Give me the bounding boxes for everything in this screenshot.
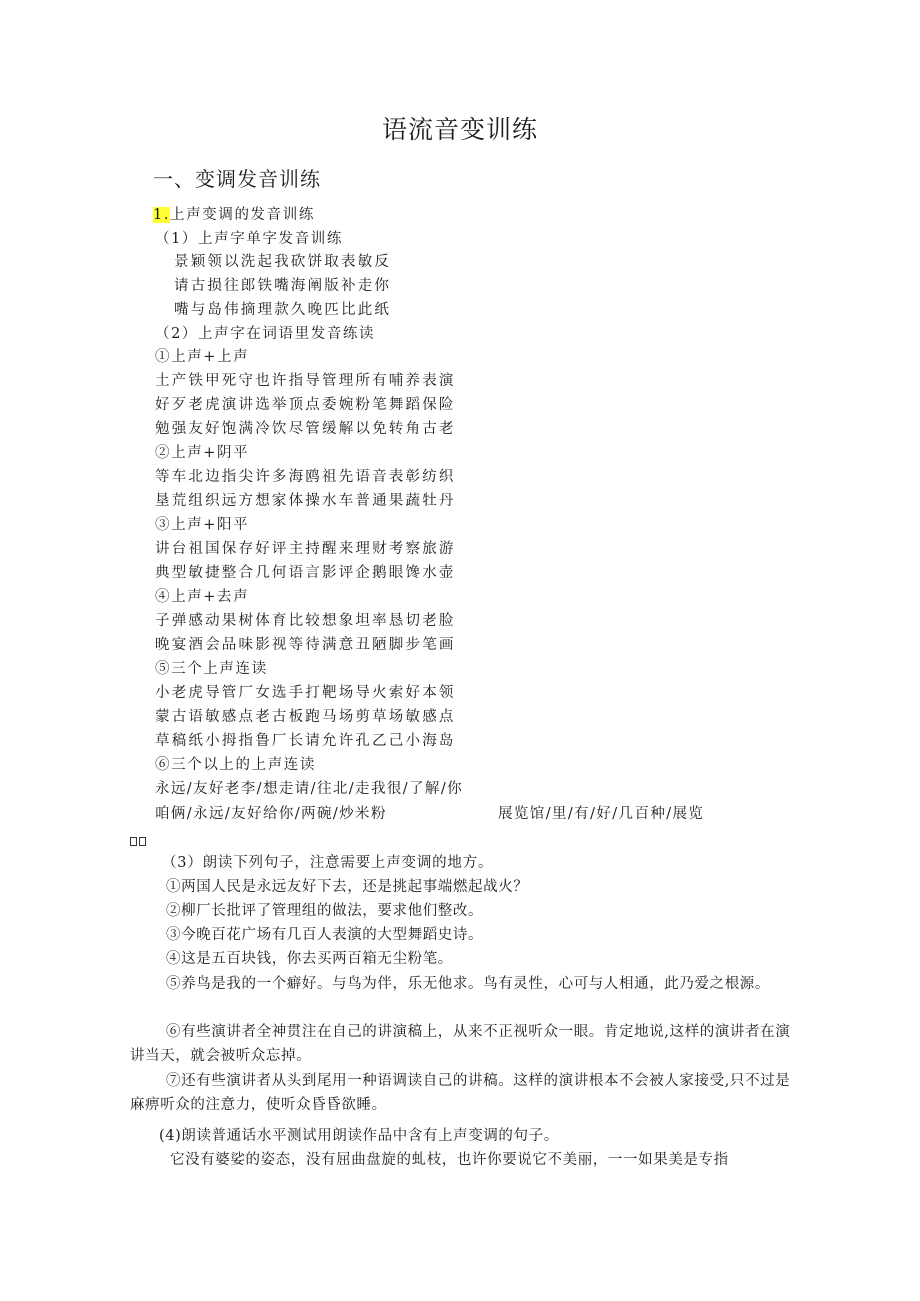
word-line: 讲台祖国保存好评主持醒来理财考察旅游 <box>155 541 456 557</box>
subsection-number: 1. <box>153 207 171 223</box>
sentence: ③今晚百花广场有几百人表演的大型舞蹈史诗。 <box>166 927 484 943</box>
sentence-paragraph: ⑤养鸟是我的一个癖好。与鸟为伴，乐无他求。鸟有灵性，心可与人相通，此乃爱之根源。 <box>166 976 770 992</box>
group-label: ⑤三个上声连读 <box>155 661 268 677</box>
sentence: ②柳厂长批评了管理组的做法，要求他们整改。 <box>166 903 484 919</box>
sentence: ④这是五百块钱，你去买两百箱无尘粉笔。 <box>166 951 453 967</box>
group-label: ⑥三个以上的上声连读 <box>155 757 316 773</box>
missing-glyph-icon <box>130 837 137 846</box>
word-line-trailing: 展览馆/里/有/好/几百种/展览 <box>498 806 705 822</box>
sentence-paragraph: ⑥有些演讲者全神贯注在自己的讲演稿上，从来不正视听众一眼。肯定地说,这样的演讲者在演讲当天，就会被听众忘掉。 <box>130 1024 791 1064</box>
word-line: 子弹感动果树体育比较想象坦率恳切老脸 <box>155 613 456 629</box>
reading-text: 它没有婆娑的姿态，没有屈曲盘旋的虬枝，也许你要说它不美丽，一一如果美是专指 <box>170 1152 729 1168</box>
word-line: 垦荒组织远方想家体操水车普通果蔬牡丹 <box>155 493 456 509</box>
part3-label: （3）朗读下列句子，注意需要上声变调的地方。 <box>162 855 494 871</box>
word-line: 等车北边指尖许多海鸥祖先语音表彰纺织 <box>155 469 456 485</box>
group-label: ②上声+阴平 <box>155 445 250 461</box>
part4-label: (4)朗读普通话水平测试用朗读作品中含有上声变调的句子。 <box>159 1128 559 1144</box>
group-label: ④上声+去声 <box>155 589 250 605</box>
part1-line: 请古损往郎铁嘴海阐版补走你 <box>174 278 392 294</box>
word-line: 小老虎导管厂女选手打靶场导火索好本领 <box>155 685 456 701</box>
part1-label: （1）上声字单字发音训练 <box>155 231 343 247</box>
word-line: 永远/友好老李/想走请/往北/走我很/了解/你 <box>155 781 464 797</box>
word-line: 典型敏捷整合几何语言影评企鹅眼馋水壶 <box>155 565 456 581</box>
word-line: 勉强友好饱满冷饮尽管缓解以免转角古老 <box>155 421 456 437</box>
word-line: 土产铁甲死守也许指导管理所有哺养表演 <box>155 373 456 389</box>
word-line: 蒙古语敏感点老古板跑马场剪草场敏感点 <box>155 709 456 725</box>
page-title: 语流音变训练 <box>381 115 538 144</box>
word-line: 好歹老虎演讲选举顶点委婉粉笔舞蹈保险 <box>155 397 456 413</box>
word-line: 晚宴酒会品味影视等待满意丑陋脚步笔画 <box>155 637 456 653</box>
sentence: ①两国人民是永远友好下去，还是挑起事端燃起战火？ <box>166 879 529 895</box>
placeholder-glyphs <box>130 837 146 846</box>
group-label: ③上声+阳平 <box>155 517 250 533</box>
word-line: 草稿纸小拇指鲁厂长请允许孔乙己小海岛 <box>155 733 456 749</box>
part1-line: 嘴与岛伟摘理款久晚匹比此纸 <box>174 302 392 318</box>
word-line: 咱俩/永远/友好给你/两碗/炒米粉 <box>155 806 387 822</box>
part2-label: （2）上声字在词语里发音练读 <box>155 326 376 342</box>
sentence-paragraph: ⑦还有些演讲者从头到尾用一种语调读自己的讲稿。这样的演讲根本不会被人家接受,只不过是麻痹听众的注意力，使听众昏昏欲睡。 <box>130 1073 791 1113</box>
subsection-title <box>153 205 315 225</box>
part1-line: 景颖领以洗起我砍饼取表敏反 <box>174 254 392 270</box>
subsection-label: 上声变调的发音训练 <box>170 207 315 223</box>
group-label: ①上声+上声 <box>155 349 250 365</box>
section-heading: 一、变调发音训练 <box>153 167 321 191</box>
missing-glyph-icon <box>139 837 146 846</box>
